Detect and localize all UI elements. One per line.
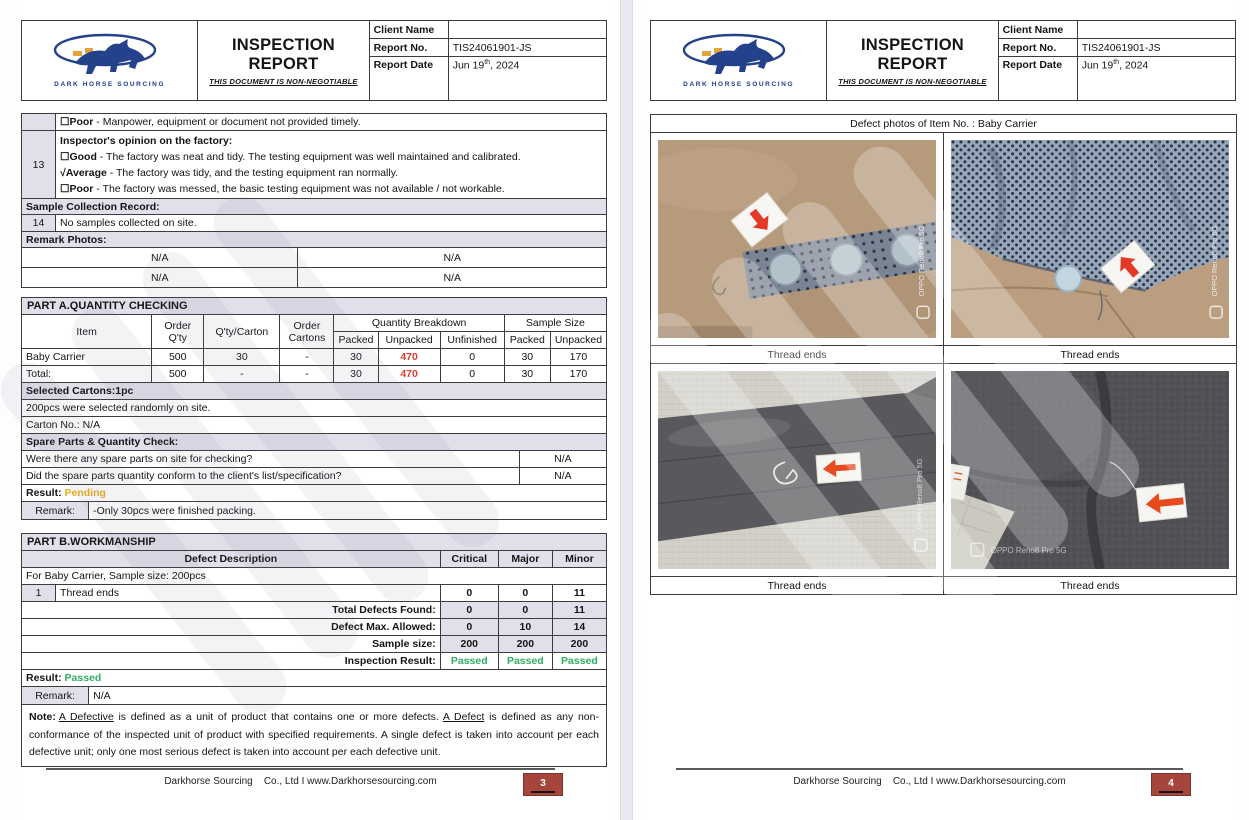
quantity-checking-table — [21, 314, 607, 383]
snap-button — [1055, 266, 1081, 292]
page-4 — [648, 0, 1238, 820]
report-no-label: Report No. — [998, 39, 1077, 57]
defect-photo-2-cell — [944, 133, 1237, 346]
selected-cartons-row: Selected Cartons:1pc — [22, 383, 607, 400]
col-sample-size: Sample Size — [504, 315, 606, 332]
report-subtitle: THIS DOCUMENT IS NON-NEGOTIABLE — [838, 76, 987, 86]
item-no-14: 14 — [22, 215, 56, 232]
workmanship-table — [21, 550, 607, 687]
unpacked-alert-value: 470 — [378, 349, 440, 366]
logo-text: DARK HORSE SOURCING — [54, 81, 166, 88]
remark-value: -Only 30pcs were finished packing. — [89, 502, 607, 520]
col-unpacked: Unpacked — [378, 332, 440, 349]
summary-row: Defect Max. Allowed: 0 10 14 — [22, 619, 607, 636]
checkbox-glyph: ☐ — [60, 116, 70, 128]
passed-badge: Passed — [552, 653, 606, 670]
poor-timeliness-row: ☐Poor - Manpower, equipment or document not provided timely. — [56, 114, 607, 131]
svg-text:OPPO Reno8 Pro 5G: OPPO Reno8 Pro 5G — [1210, 225, 1220, 297]
red-arrow-sticker — [1136, 483, 1187, 521]
report-date-label: Report Date — [369, 57, 448, 101]
page-footer — [46, 768, 555, 787]
summary-row: Sample size: 200 200 200 — [22, 636, 607, 653]
report-title: INSPECTION REPORT — [232, 35, 335, 73]
report-no-value: TIS24061901-JS — [1077, 39, 1235, 57]
client-name-label: Client Name — [369, 21, 448, 39]
defect-photos-table — [650, 114, 1237, 595]
defect-desc: Thread ends — [56, 585, 441, 602]
col-order-cartons: Order Cartons — [280, 315, 334, 349]
defect-photo-3-cell — [651, 364, 944, 577]
report-no-label: Report No. — [369, 39, 448, 57]
inspector-opinion-cell — [56, 131, 607, 199]
spare-answer-1: N/A — [519, 451, 606, 468]
cell-item: Baby Carrier — [22, 349, 152, 366]
table-row: Baby Carrier 500 30 - 30 470 0 30 170 — [22, 349, 607, 366]
spare-answer-2: N/A — [519, 468, 606, 485]
col-defect-description: Defect Description — [22, 551, 441, 568]
col-sample-unpacked: Unpacked — [550, 332, 606, 349]
carton-spare-table — [21, 382, 607, 502]
photo-caption: Thread ends — [944, 577, 1237, 595]
report-title: INSPECTION REPORT — [861, 35, 964, 73]
col-packed: Packed — [334, 332, 378, 349]
defect-no: 1 — [22, 585, 56, 602]
page-number-badge: 3 — [523, 773, 563, 796]
logo-horse-icon — [674, 33, 804, 77]
result-pending-badge: Pending — [64, 487, 106, 499]
part-a-title: PART A.QUANTITY CHECKING — [21, 297, 607, 315]
svg-text:OPPO Reno8 Pro 5G: OPPO Reno8 Pro 5G — [990, 546, 1067, 556]
unpacked-alert-value: 470 — [378, 366, 440, 383]
defect-photo-mesh-corner — [951, 140, 1229, 338]
result-passed-badge: Passed — [64, 672, 102, 684]
passed-badge: Passed — [440, 653, 498, 670]
svg-text:OPPO Reno8 Pro 5G: OPPO Reno8 Pro 5G — [917, 225, 927, 297]
col-qty-per-carton: Q'ty/Carton — [204, 315, 280, 349]
footer-company-text: Darkhorse Sourcing Co., Ltd I www.Darkhorsesourcing.com — [164, 776, 437, 787]
opinion-average: √Average - The factory was tidy, and the testing equipment ran normally. — [60, 167, 399, 179]
part-b-remark-table — [21, 686, 607, 705]
client-name-value — [1077, 21, 1235, 39]
photo-caption: Thread ends — [651, 577, 944, 595]
report-no-value: TIS24061901-JS — [448, 39, 606, 57]
client-name-label: Client Name — [998, 21, 1077, 39]
remark-photo-cell: N/A — [22, 268, 298, 288]
report-header-table — [650, 20, 1236, 101]
spare-question-1: Were there any spare parts on site for checking? — [22, 451, 520, 468]
page-gap-divider — [620, 0, 633, 820]
report-date-label: Report Date — [998, 57, 1077, 101]
item-no-cell — [22, 114, 56, 131]
page-3 — [18, 0, 610, 820]
report-title-cell — [198, 21, 369, 101]
opinion-heading: Inspector's opinion on the factory: — [60, 135, 233, 147]
part-a-result-row: Result: Pending — [22, 485, 607, 502]
opinion-good: ☐Good - The factory was neat and tidy. The testing equipment was well maintained and calibrated. — [60, 151, 521, 163]
col-sample-packed: Packed — [504, 332, 550, 349]
col-critical: Critical — [440, 551, 498, 568]
remark-photo-cell: N/A — [22, 248, 298, 268]
opinion-poor: ☐Poor - The factory was messed, the basic testing equipment was not available / not workable. — [60, 183, 505, 195]
cell-item: Total: — [22, 366, 152, 383]
defect-photos-title: Defect photos of Item No. : Baby Carrier — [651, 115, 1237, 133]
remark-photos-header: Remark Photos: — [22, 232, 607, 248]
definition-note: Note: A Defective is defined as a unit of product that contains one or more defects. A Defect is defined as any non-conformance of the inspected unit of product with specified requirements. A single defect is taken into account per each defective unit; only one most serious defect is taken into account per each defective unit. — [21, 704, 607, 767]
svg-text:OPPO Reno8 Pro 5G: OPPO Reno8 Pro 5G — [915, 458, 925, 530]
logo-horse-icon — [45, 33, 175, 77]
col-item: Item — [22, 315, 152, 349]
footer-company-text: Darkhorse Sourcing Co., Ltd I www.Darkhorsesourcing.com — [793, 776, 1066, 787]
col-major: Major — [498, 551, 552, 568]
defect-row: 1 Thread ends 0 0 11 — [22, 585, 607, 602]
sample-collection-header: Sample Collection Record: — [22, 199, 607, 215]
red-arrow-sticker — [816, 453, 862, 484]
company-logo — [651, 21, 827, 101]
logo-text: DARK HORSE SOURCING — [683, 81, 795, 88]
defect-photo-quilted-pad — [658, 371, 936, 569]
page-footer — [676, 768, 1183, 787]
spare-question-2: Did the spare parts quantity conform to the client's list/specification? — [22, 468, 520, 485]
inspection-result-row: Inspection Result: Passed Passed Passed — [22, 653, 607, 670]
sample-collection-text: No samples collected on site. — [56, 215, 607, 232]
part-b-title: PART B.WORKMANSHIP — [21, 533, 607, 551]
remark-photo-cell: N/A — [298, 268, 607, 288]
checkbox-glyph: ☐ — [60, 183, 70, 195]
company-logo — [22, 21, 198, 101]
workmanship-subheader: For Baby Carrier, Sample size: 200pcs — [22, 568, 607, 585]
defect-photo-snap-strap — [658, 140, 936, 338]
report-title-cell — [827, 21, 998, 101]
remark-value: N/A — [89, 687, 607, 705]
photo-caption: Thread ends — [651, 346, 944, 364]
summary-row: Total Defects Found: 0 0 11 — [22, 602, 607, 619]
carton-no-row: Carton No.: N/A — [22, 417, 607, 434]
part-b-result-row: Result: Passed — [22, 670, 607, 687]
report-date-value: Jun 19th, 2024 — [448, 57, 606, 101]
defect-photo-4-cell — [944, 364, 1237, 577]
remark-photo-cell: N/A — [298, 248, 607, 268]
spare-parts-header: Spare Parts & Quantity Check: — [22, 434, 607, 451]
table-row-total: Total: 500 - - 30 470 0 30 170 — [22, 366, 607, 383]
defect-photo-1-cell — [651, 133, 944, 346]
report-date-value: Jun 19th, 2024 — [1077, 57, 1235, 101]
client-name-value — [448, 21, 606, 39]
selection-note-row: 200pcs were selected randomly on site. — [22, 400, 607, 417]
checkmark-glyph: √ — [60, 167, 66, 179]
page-number-badge: 4 — [1151, 773, 1191, 796]
col-quantity-breakdown: Quantity Breakdown — [334, 315, 504, 332]
item-no-13: 13 — [22, 131, 56, 199]
defect-photo-fleece-fold — [951, 371, 1229, 569]
remark-label: Remark: — [22, 502, 89, 520]
checkbox-glyph: ☐ — [60, 151, 70, 163]
photo-caption: Thread ends — [944, 346, 1237, 364]
part-a-remark-table — [21, 501, 607, 520]
factory-opinion-table — [21, 113, 607, 288]
col-unfinished: Unfinished — [440, 332, 504, 349]
col-order-qty: Order Q'ty — [152, 315, 204, 349]
col-minor: Minor — [552, 551, 606, 568]
remark-label: Remark: — [22, 687, 89, 705]
report-header-table — [21, 20, 607, 101]
report-subtitle: THIS DOCUMENT IS NON-NEGOTIABLE — [209, 76, 358, 86]
passed-badge: Passed — [498, 653, 552, 670]
